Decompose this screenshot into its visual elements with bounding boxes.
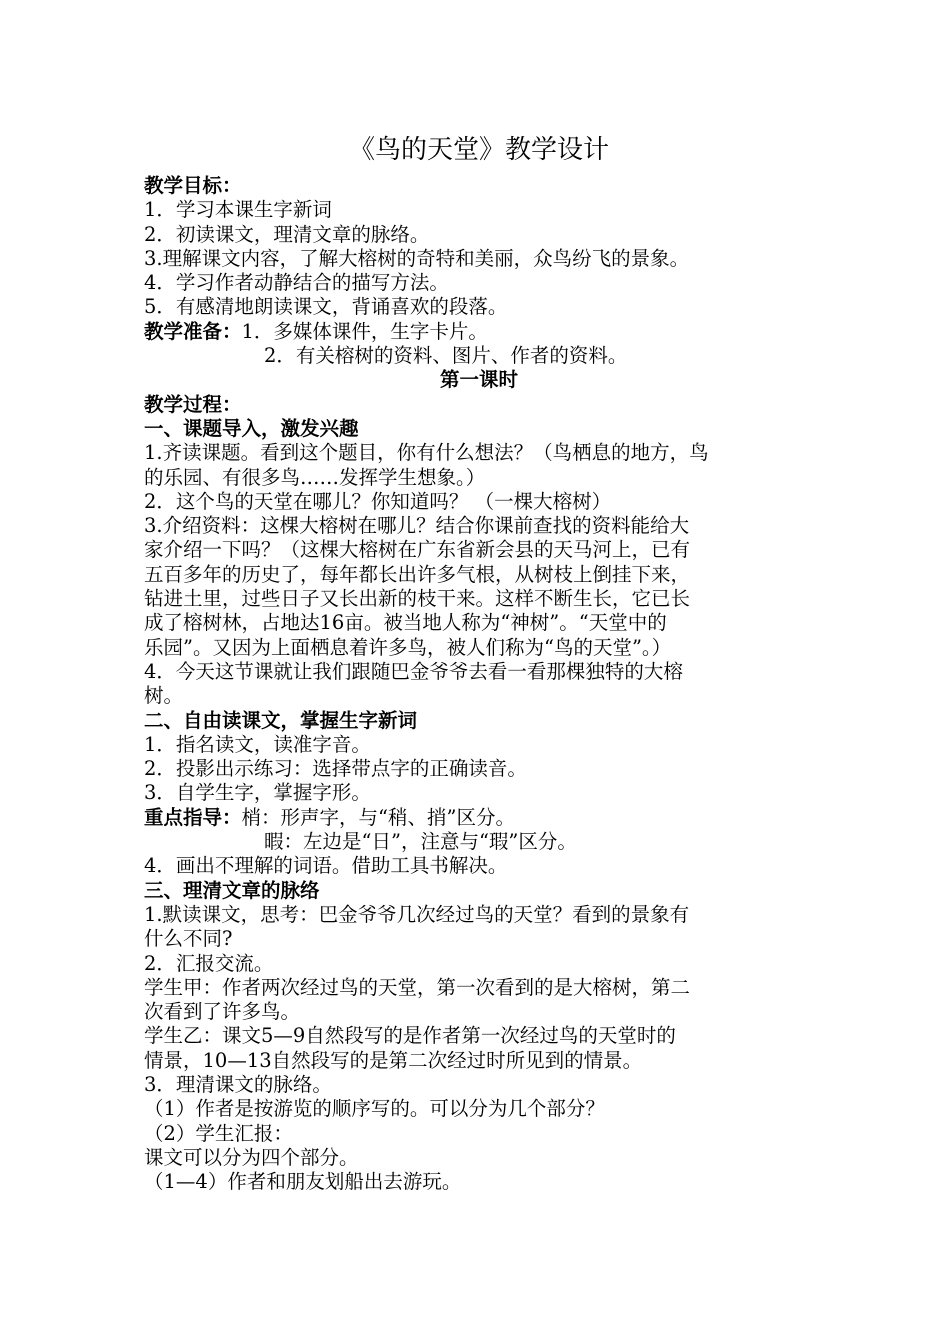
objective-item: 1．学习本课生字新词: [144, 198, 332, 222]
paragraph-line: 钻进土里，过些日子又长出新的枝干来。这样不断生长，它已长: [144, 587, 691, 611]
paragraph-line: 次看到了许多鸟。: [144, 1000, 301, 1024]
section-heading: 三、理清文章的脉络: [144, 878, 320, 902]
section-heading: 一、课题导入，激发兴趣: [144, 416, 359, 440]
paragraph-line: 情景，10—13自然段写的是第二次经过时所见到的情景。: [144, 1048, 643, 1072]
prep-row: [144, 320, 814, 344]
prep-heading: 教学准备：: [144, 319, 242, 343]
paragraph-line: 4．今天这节课就让我们跟随巴金爷爷去看一看那棵独特的大榕: [144, 659, 683, 683]
paragraph-line: 学生甲：作者两次经过鸟的天堂，第一次看到的是大榕树，第二: [144, 975, 691, 999]
objective-item: 2．初读课文，理清文章的脉络。: [144, 222, 430, 246]
paragraph-line: 五百多年的历史了，每年都长出许多气根，从树枝上倒挂下来，: [144, 562, 691, 586]
prep-item: 1．多媒体课件，生字卡片。: [241, 319, 488, 343]
objectives-heading: 教学目标：: [144, 174, 242, 197]
paragraph-line: 2．汇报交流。: [144, 951, 274, 975]
paragraph-line: 1.默读课文，思考：巴金爷爷几次经过鸟的天堂？看到的景象有: [144, 902, 690, 926]
paragraph-line: （1—4）作者和朋友划船出去游玩。: [144, 1170, 462, 1194]
paragraph-line: 1．指名读文，读准字音。: [144, 732, 371, 756]
paragraph-line: 乐园”。又因为上面栖息着许多鸟，被人们称为“鸟的天堂”。）: [144, 635, 672, 659]
paragraph-line: 4．画出不理解的词语。借助工具书解决。: [144, 854, 508, 878]
paragraph-line: 课文可以分为四个部分。: [144, 1145, 359, 1169]
focus-row: [144, 806, 814, 830]
paragraph-line: 3．自学生字，掌握字形。: [144, 781, 371, 805]
process-heading: 教学过程：: [144, 392, 242, 416]
paragraph-line: 3.介绍资料：这棵大榕树在哪儿？结合你课前查找的资料能给大: [144, 514, 690, 538]
paragraph-line: 1.齐读课题。看到这个题目，你有什么想法？（鸟栖息的地方，鸟: [144, 441, 709, 465]
prep-item: 2．有关榕树的资料、图片、作者的资料。: [264, 344, 628, 368]
document-title: 《鸟的天堂》教学设计: [348, 135, 609, 165]
paragraph-line: 2．这个鸟的天堂在哪儿？你知道吗？ （一棵大榕树）: [144, 489, 612, 513]
paragraph-line: 什么不同?: [144, 927, 233, 951]
focus-heading: 重点指导：: [144, 805, 242, 829]
paragraph-line: 树。: [144, 684, 184, 708]
paragraph-line: 2．投影出示练习：选择带点字的正确读音。: [144, 757, 527, 781]
objective-item: 3.理解课文内容，了解大榕树的奇特和美丽，众鸟纷飞的景象。: [144, 246, 690, 270]
paragraph-line: 学生乙：课文5—9自然段写的是作者第一次经过鸟的天堂时的: [144, 1024, 676, 1048]
paragraph-line: （2）学生汇报：: [144, 1121, 293, 1145]
paragraph-line: 3．理清课文的脉络。: [144, 1072, 332, 1096]
document-page: [144, 130, 814, 1194]
objective-item: 5．有感清地朗读课文，背诵喜欢的段落。: [144, 295, 508, 319]
paragraph-line: （1）作者是按游览的顺序写的。可以分为几个部分？: [144, 1097, 605, 1121]
lesson-heading: 第一课时: [439, 368, 518, 392]
objective-item: 4．学习作者动静结合的描写方法。: [144, 271, 449, 295]
paragraph-line: 家介绍一下吗？（这棵大榕树在广东省新会县的天马河上，已有: [144, 538, 691, 562]
paragraph-line: 的乐园、有很多鸟……发挥学生想象。）: [144, 465, 486, 489]
section-heading: 二、自由读课文，掌握生字新词: [144, 708, 418, 732]
focus-item: 梢：形声字，与“稍、捎”区分。: [241, 805, 515, 829]
paragraph-line: 成了榕树林，占地达16亩。被当地人称为“神树”。“天堂中的: [144, 611, 667, 635]
focus-item: 暇：左边是“日”，注意与“瑕”区分。: [264, 830, 577, 854]
